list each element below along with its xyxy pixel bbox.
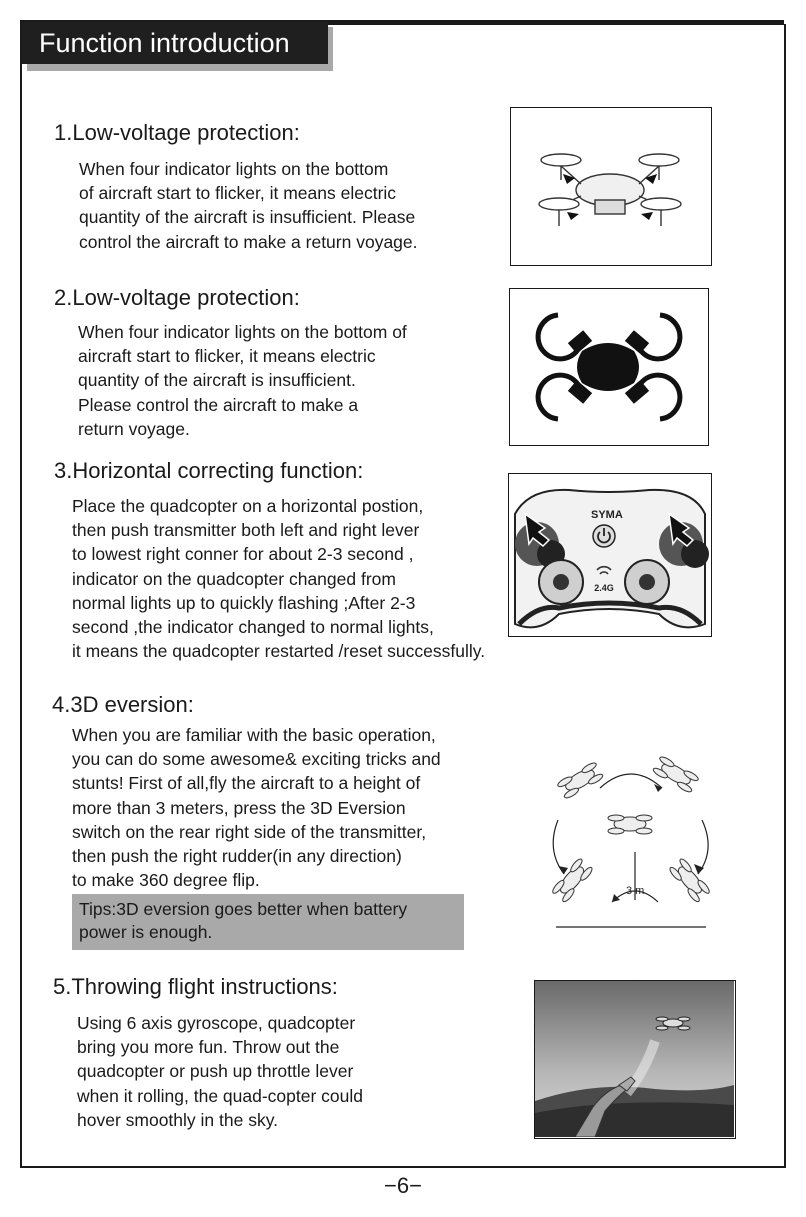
section-1-heading: 1.Low-voltage protection:	[54, 120, 300, 145]
section-5-heading: 5.Throwing flight instructions:	[53, 974, 338, 999]
transmitter-band-label: 2.4G	[594, 583, 614, 593]
drone-bottom-view-icon	[509, 288, 709, 446]
section-3-body: Place the quadcopter on a horizontal postion, then push transmitter both left and right lever to lowest right conner for about 2-3 second , indicator on the quadcopter changed from normal lights up to quickly flashing ;After 2-3 second ,the indicator changed to normal lights, it means the quadcopter restarted /reset successfully.	[72, 496, 486, 662]
tips-box: Tips:3D eversion goes better when battery power is enough.	[72, 894, 464, 950]
transmitter-brand-label: SYMA	[591, 509, 623, 521]
transmitter-icon	[508, 473, 712, 637]
section-4-body: When you are familiar with the basic operation, you can do some awesome& exciting tricks and stunts! First of all,fly the aircraft to a height of more than 3 meters, press the 3D Eversion switch on the rear right side of the transmitter, then push the right rudder(in any direction) to make 360 degree flip.	[72, 725, 441, 891]
section-5-body: Using 6 axis gyroscope, quadcopter bring you more fun. Throw out the quadcopter or push up throttle lever when it rolling, the quad-copter could hover smoothly in the sky.	[77, 1013, 364, 1130]
section-1-body: When four indicator lights on the bottom of aircraft start to flicker, it means electric quantity of the aircraft is insufficient. Please control the aircraft to make a return voyage.	[79, 159, 418, 252]
section-2-heading: 2.Low-voltage protection:	[54, 285, 300, 310]
page-title: Function introduction	[22, 22, 328, 64]
section-3-heading: 3.Horizontal correcting function:	[54, 458, 364, 483]
flip-diagram-icon	[540, 740, 722, 930]
page-number: −6−	[384, 1173, 422, 1198]
flip-height-label: 3 m	[626, 885, 645, 897]
section-4-heading: 4.3D eversion:	[52, 692, 194, 717]
drone-top-view-icon	[510, 107, 712, 266]
section-2-body: When four indicator lights on the bottom of aircraft start to flicker, it means electric quantity of the aircraft is insufficient. Please control the aircraft to make a return voyage.	[78, 322, 407, 439]
throwing-photo-icon	[534, 980, 736, 1139]
